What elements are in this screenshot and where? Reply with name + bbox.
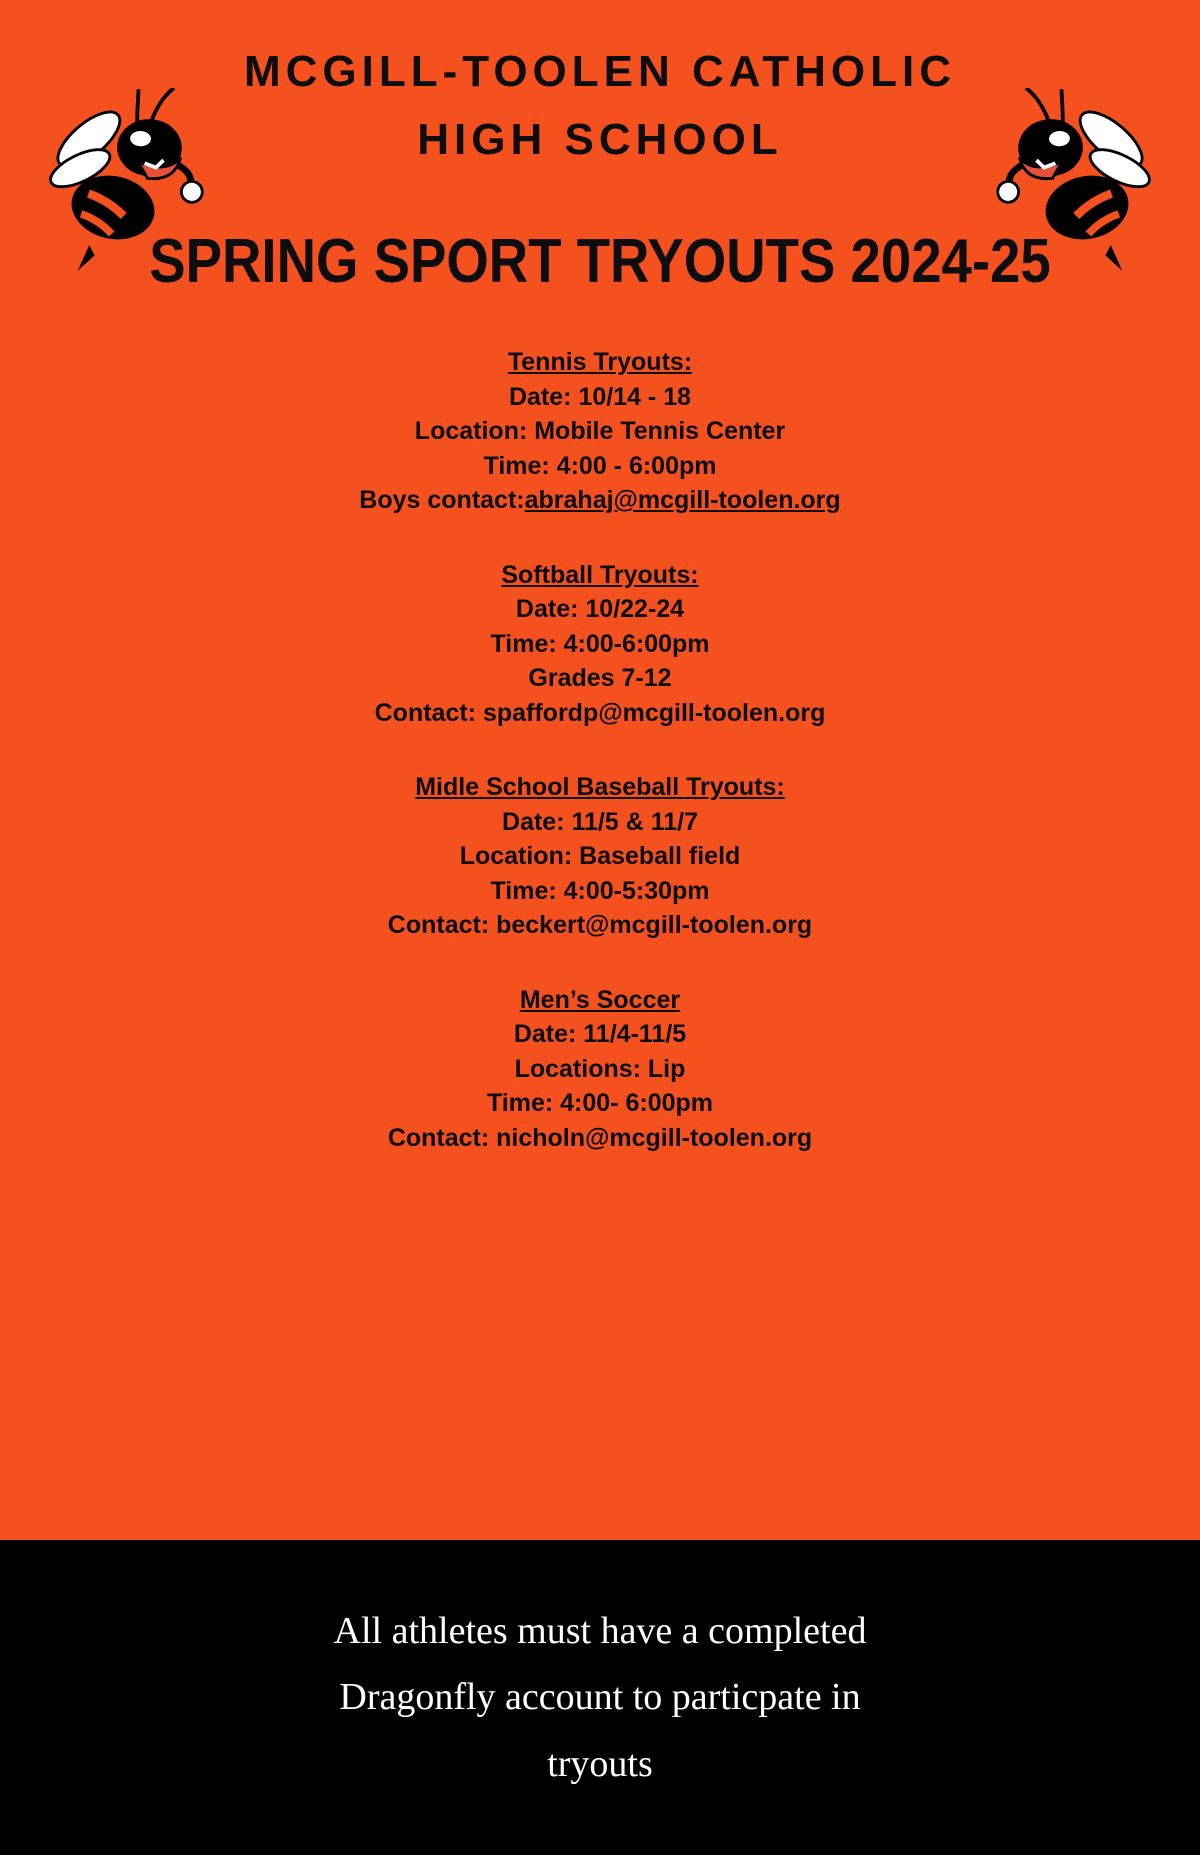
section-line: Grades 7-12 bbox=[528, 664, 672, 693]
contact-line: Contact: nicholn@mcgill-toolen.org bbox=[387, 1123, 813, 1152]
contact-line: Contact: spaffordp@mcgill-toolen.org bbox=[374, 698, 826, 727]
section-title: Tennis Tryouts: bbox=[507, 348, 693, 377]
school-title-line-2: HIGH SCHOOL bbox=[417, 115, 783, 165]
section-line: Location: Mobile Tennis Center bbox=[414, 417, 786, 446]
school-title-line-1: MCGILL-TOOLEN CATHOLIC bbox=[243, 47, 957, 96]
section-line: Date: 11/5 & 11/7 bbox=[502, 807, 698, 836]
contact-line bbox=[0, 483, 1200, 518]
section-line: Locations: Lip bbox=[514, 1054, 686, 1083]
section-line: Time: 4:00- 6:00pm bbox=[486, 1089, 713, 1118]
contact-prefix: Boys contact: bbox=[359, 486, 525, 515]
contact-line: Contact: beckert@mcgill-toolen.org bbox=[387, 911, 813, 940]
footer-line-3: tryouts bbox=[547, 1742, 653, 1785]
section-line: Date: 10/14 - 18 bbox=[508, 382, 692, 411]
section-line: Date: 11/4-11/5 bbox=[513, 1020, 687, 1049]
section-middle-school-baseball bbox=[0, 770, 1200, 943]
footer-notice bbox=[0, 1540, 1200, 1855]
section-line: Time: 4:00-6:00pm bbox=[490, 629, 710, 658]
section-mens-soccer bbox=[0, 983, 1200, 1156]
section-line: Time: 4:00-5:30pm bbox=[490, 876, 710, 905]
section-line: Location: Baseball field bbox=[459, 842, 741, 871]
section-line: Date: 10/22-24 bbox=[515, 595, 685, 624]
section-title: Men’s Soccer bbox=[519, 985, 681, 1014]
section-tennis bbox=[0, 345, 1200, 518]
school-title bbox=[0, 0, 1200, 174]
footer-line-2: Dragonfly account to particpate in bbox=[339, 1676, 861, 1719]
page-title: SPRING SPORT TRYOUTS 2024-25 bbox=[149, 227, 1051, 297]
section-line: Time: 4:00 - 6:00pm bbox=[483, 451, 717, 480]
contact-email-link[interactable]: abrahaj@mcgill-toolen.org bbox=[524, 486, 841, 515]
section-title: Softball Tryouts: bbox=[501, 560, 699, 589]
section-softball bbox=[0, 558, 1200, 731]
footer-line-1: All athletes must have a completed bbox=[333, 1609, 867, 1652]
section-title: Midle School Baseball Tryouts: bbox=[415, 773, 785, 802]
tryout-sections bbox=[0, 345, 1200, 1155]
